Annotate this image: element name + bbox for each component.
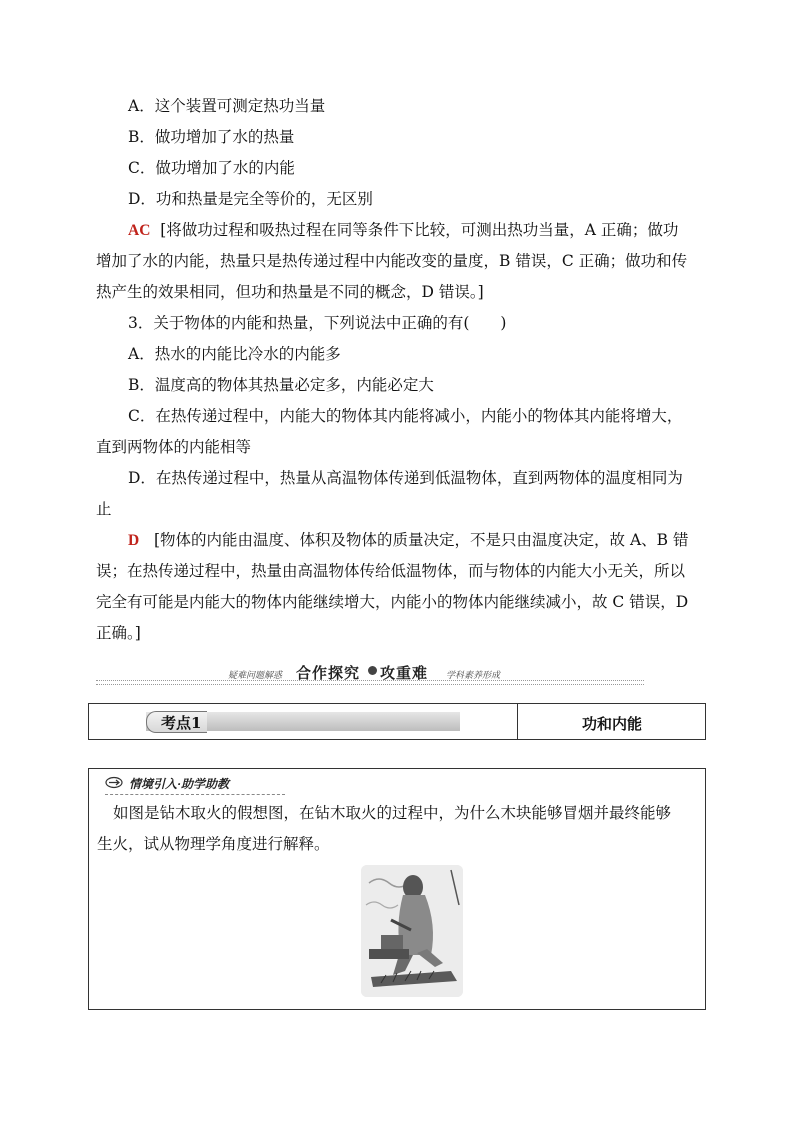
q3-option-b: B．温度高的物体其热量必定多，内能必定大 bbox=[128, 376, 434, 394]
topic-title: 功和内能 bbox=[581, 715, 642, 733]
banner-title-b: 攻重难 bbox=[380, 664, 429, 682]
banner-right-caption: 学科素养形成 bbox=[446, 671, 501, 681]
banner-title-a: 合作探究 bbox=[296, 664, 361, 682]
q2-option-c: C．做功增加了水的内能 bbox=[128, 159, 295, 177]
q3-option-c-2: 直到两物体的内能相等 bbox=[96, 438, 252, 456]
scenario-line1: 如图是钻木取火的假想图，在钻木取火的过程中，为什么木块能够冒烟并最终能够 bbox=[113, 804, 672, 822]
banner-divider bbox=[96, 680, 644, 685]
q2-option-d: D．功和热量是完全等价的，无区别 bbox=[128, 190, 373, 208]
q2-explanation-2: 增加了水的内能，热量只是热传递过程中内能改变的量度，B 错误，C 正确；做功和传 bbox=[96, 252, 688, 270]
q2-answer-label: AC bbox=[128, 222, 151, 239]
topic-label: 考点1 bbox=[161, 714, 202, 732]
q3-answer-label: D bbox=[128, 532, 140, 549]
scenario-line2: 生火，试从物理学角度进行解释。 bbox=[97, 835, 330, 853]
section-banner bbox=[96, 662, 644, 686]
q3-explanation-3: 完全有可能是内能大的物体内能继续增大，内能小的物体内能继续减小，故 C 错误，D bbox=[96, 593, 689, 611]
fire-drill-illustration bbox=[361, 865, 463, 997]
scenario-header-rule bbox=[105, 794, 285, 795]
q2-explanation-1: [将做功过程和吸热过程在同等条件下比较，可测出热功当量，A 正确；做功 bbox=[160, 221, 679, 239]
q3-option-a: A．热水的内能比冷水的内能多 bbox=[128, 345, 341, 363]
banner-left-caption: 疑难问题解惑 bbox=[228, 671, 283, 681]
q3-option-d-2: 止 bbox=[96, 500, 112, 518]
q2-explanation-3: 热产生的效果相同，但功和热量是不同的概念，D 错误。] bbox=[96, 283, 484, 301]
q3-explanation-1: [物体的内能由温度、体积及物体的质量决定，不是只由温度决定，故 A、B 错 bbox=[153, 531, 689, 549]
q3-option-d-1: D．在热传递过程中，热量从高温物体传递到低温物体，直到两物体的温度相同为 bbox=[128, 469, 683, 487]
q2-option-a: A．这个装置可测定热功当量 bbox=[128, 97, 326, 115]
scenario-box bbox=[88, 768, 706, 1010]
pen-icon bbox=[105, 776, 125, 789]
q3-stem: 3．关于物体的内能和热量，下列说法中正确的有( ) bbox=[128, 314, 507, 332]
q3-explanation-4: 正确。] bbox=[96, 624, 141, 642]
topic-box bbox=[88, 703, 706, 740]
q3-explanation-2: 误；在热传递过程中，热量由高温物体传给低温物体，而与物体的内能大小无关，所以 bbox=[96, 562, 686, 580]
q3-option-c-1: C．在热传递过程中，内能大的物体其内能将减小，内能小的物体其内能将增大， bbox=[128, 407, 683, 425]
q2-option-b: B．做功增加了水的热量 bbox=[128, 128, 295, 146]
scenario-header: 情境引入·助学助教 bbox=[129, 777, 229, 791]
banner-dot-icon bbox=[368, 666, 377, 675]
q3-answer-line1 bbox=[128, 530, 738, 551]
q2-answer-line1 bbox=[128, 220, 738, 241]
